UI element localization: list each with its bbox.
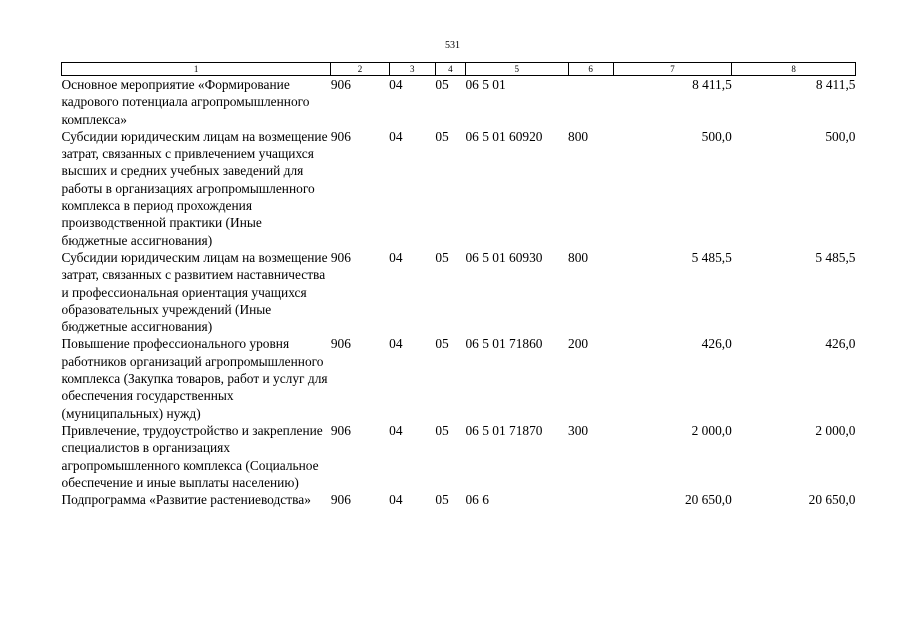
section-code: 04 [389,77,403,92]
column-header: 8 [732,63,856,76]
section-code: 04 [389,128,403,144]
column-header: 4 [435,63,465,76]
ministry-code: 906 [330,422,351,438]
section-code: 04 [389,336,403,352]
amount-col7: 2 000,0 [691,422,732,438]
subsection-code: 05 [435,336,449,352]
subsection-code: 05 [435,77,449,92]
section-code: 04 [389,492,403,508]
column-number-row [62,63,856,76]
row-name: Подпрограмма «Развитие растениеводства» [61,492,311,508]
ministry-code: 906 [330,492,351,508]
table-row [62,422,856,491]
column-header: 3 [389,63,435,76]
ministry-code: 906 [330,249,351,265]
column-header: 5 [465,63,568,76]
subsection-code: 05 [435,492,449,508]
amount-col8: 426,0 [825,336,856,352]
amount-col7: 426,0 [701,336,732,352]
amount-col8: 2 000,0 [815,422,856,438]
expense-type-code: 200 [568,336,589,352]
row-name: Субсидии юридическим лицам на возмещение затрат, связанных с привлечением учащихся высших и средних учебных заведений для работы в организациях агропромышленного комплекса в период прохождения производственной практики (Иные бюджетные ассигнования) [61,128,328,248]
amount-col7: 8 411,5 [692,77,732,92]
amount-col8: 8 411,5 [815,77,856,92]
target-article-code: 06 5 01 71860 [465,336,543,352]
section-code: 04 [389,422,403,438]
target-article-code: 06 5 01 60930 [465,249,543,265]
expense-type-code [568,76,613,128]
table-row [62,335,856,421]
table-row [62,128,856,249]
subsection-code: 05 [435,422,449,438]
table-row [62,76,856,128]
row-name: Основное мероприятие «Формирование кадрового потенциала агропромышленного комплекса» [61,77,310,127]
amount-col7: 5 485,5 [691,249,732,265]
column-header: 7 [613,63,732,76]
target-article-code: 06 6 [465,492,489,508]
column-header: 6 [568,63,613,76]
amount-col8: 5 485,5 [815,249,856,265]
expense-type-code: 300 [568,422,589,438]
target-article-code: 06 5 01 60920 [465,128,543,144]
expense-type-code: 800 [568,249,589,265]
amount-col7: 500,0 [701,128,732,144]
subsection-code: 05 [435,249,449,265]
page-number: 531 [445,40,460,51]
row-name: Привлечение, трудоустройство и закрепление специалистов в организациях агропромышленного комплекса (Социальное обеспечение и иные выплаты населению) [61,422,323,490]
column-header: 1 [62,63,331,76]
table-row [62,249,856,335]
column-header: 2 [331,63,389,76]
expense-type-code [568,491,613,508]
row-name: Повышение профессионального уровня работников организаций агропромышленного комплекса (Закупка товаров, работ и услуг для обеспечения государственных (муниципальных) нужд) [61,336,328,421]
section-code: 04 [389,249,403,265]
amount-col7: 20 650,0 [684,492,732,508]
expense-type-code: 800 [568,128,589,144]
amount-col8: 500,0 [825,128,856,144]
target-article-code: 06 5 01 [465,77,506,92]
ministry-code: 906 [330,77,351,92]
row-name: Субсидии юридическим лицам на возмещение затрат, связанных с развитием наставничества и профессиональная ориентация учащихся образовательных учреждений (Иные бюджетные ассигнования) [61,249,328,335]
ministry-code: 906 [330,336,351,352]
budget-table [61,62,856,508]
ministry-code: 906 [330,128,351,144]
target-article-code: 06 5 01 71870 [465,422,543,438]
table-row [62,491,856,508]
amount-col8: 20 650,0 [808,492,856,508]
subsection-code: 05 [435,128,449,144]
